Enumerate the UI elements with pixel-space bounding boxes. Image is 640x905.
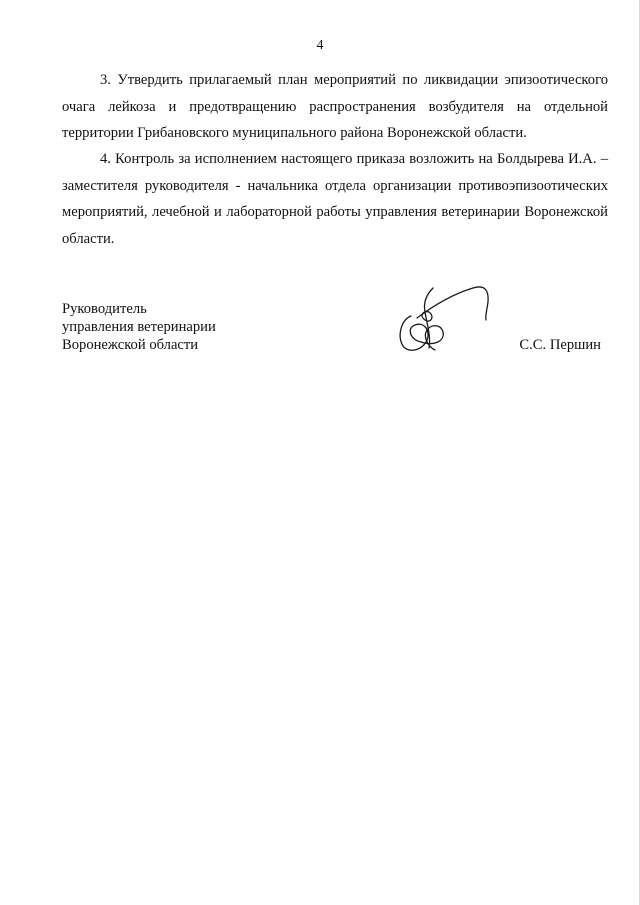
paragraph-3: 3. Утвердить прилагаемый план мероприятий по ликвидации эпизоотического очага лейкоза и предотвращению распространения возбудителя на отдельной территории Грибановского муниципального района Воронежской области. bbox=[62, 72, 608, 141]
paragraph-3-container bbox=[62, 67, 608, 147]
signatory-title-line-3: Воронежской области bbox=[62, 337, 199, 353]
paragraph-4: 4. Контроль за исполнением настоящего приказа возложить на Болдырева И.А. – заместителя руководителя - начальника отдела организации противоэпизоотических мероприятий, лечебной и лабораторной работы управления ветеринарии Воронежской области. bbox=[62, 151, 608, 247]
signatory-title-line-1: Руководитель bbox=[62, 301, 147, 317]
signatory-title-block bbox=[62, 300, 216, 354]
signatory-title-line-2: управления ветеринарии bbox=[62, 319, 216, 335]
page-number: 4 bbox=[316, 38, 324, 53]
signer-name: С.С. Першин bbox=[519, 337, 601, 353]
paragraph-4-container bbox=[62, 146, 608, 252]
handwritten-signature bbox=[393, 280, 493, 360]
